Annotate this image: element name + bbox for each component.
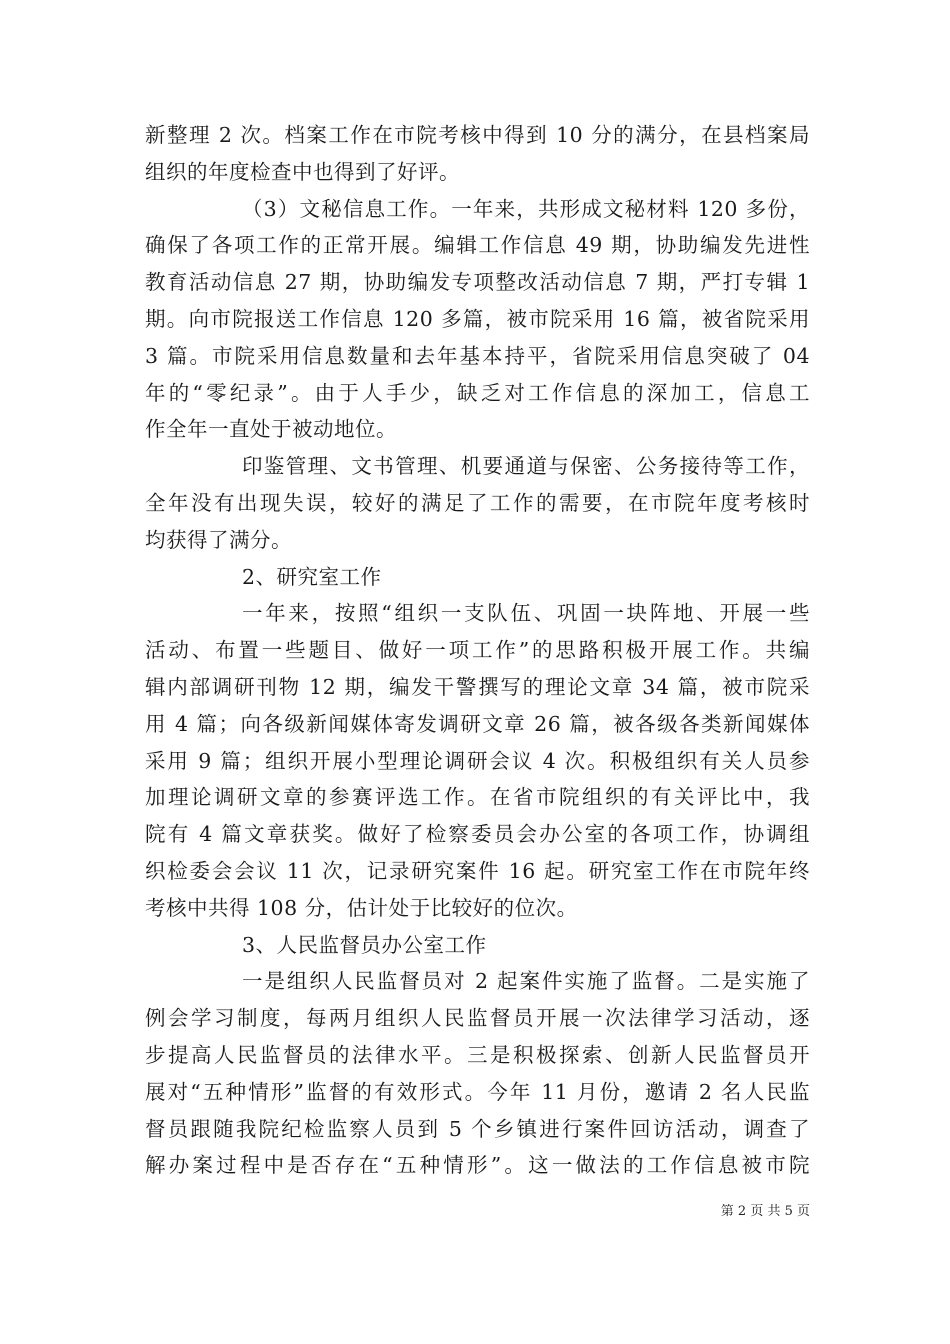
document-body — [145, 117, 810, 1184]
text-line: 期。向市院报送工作信息 120 多篇，被市院采用 16 篇，被省院采用 — [145, 306, 810, 331]
text-line: 采用 9 篇；组织开展小型理论调研会议 4 次。积极组织有关人员参 — [145, 748, 810, 773]
text-line: 教育活动信息 27 期，协助编发专项整改活动信息 7 期，严打专辑 1 — [145, 270, 810, 295]
text-line: 印鉴管理、文书管理、机要通道与保密、公务接待等工作， — [242, 454, 810, 479]
text-line: 年的“零纪录”。由于人手少，缺乏对工作信息的深加工，信息工 — [145, 380, 810, 405]
text-line: 3、人民监督员办公室工作 — [242, 932, 487, 957]
text-line: 步提高人民监督员的法律水平。三是积极探索、创新人民监督员开 — [145, 1042, 810, 1067]
text-line: 3 篇。市院采用信息数量和去年基本持平，省院采用信息突破了 04 — [145, 343, 810, 368]
text-line: 加理论调研文章的参赛评选工作。在省市院组织的有关评比中，我 — [145, 785, 810, 810]
text-line: 例会学习制度，每两月组织人民监督员开展一次法律学习活动，逐 — [145, 1006, 810, 1031]
text-line: 全年没有出现失误，较好的满足了工作的需要，在市院年度考核时 — [145, 490, 810, 515]
text-line: 均获得了满分。 — [145, 527, 292, 552]
text-line: （3）文秘信息工作。一年来，共形成文秘材料 120 多份， — [242, 196, 810, 221]
text-line: 院有 4 篇文章获奖。做好了检察委员会办公室的各项工作，协调组 — [145, 822, 810, 847]
page-number: 第 2 页 共 5 页 — [720, 1204, 810, 1219]
text-line: 织检委会会议 11 次，记录研究案件 16 起。研究室工作在市院年终 — [145, 858, 810, 883]
text-line: 活动、布置一些题目、做好一项工作”的思路积极开展工作。共编 — [145, 638, 810, 663]
text-line: 一是组织人民监督员对 2 起案件实施了监督。二是实施了 — [242, 969, 810, 994]
text-line: 考核中共得 108 分，估计处于比较好的位次。 — [145, 895, 578, 920]
text-line: 展对“五种情形”监督的有效形式。今年 11 月份，邀请 2 名人民监 — [145, 1079, 810, 1104]
text-line: 2、研究室工作 — [242, 564, 382, 589]
text-line: 用 4 篇；向各级新闻媒体寄发调研文章 26 篇，被各级各类新闻媒体 — [145, 711, 810, 736]
text-line: 新整理 2 次。档案工作在市院考核中得到 10 分的满分，在县档案局 — [145, 123, 810, 147]
text-line: 解办案过程中是否存在“五种情形”。这一做法的工作信息被市院 — [145, 1153, 810, 1178]
text-line: 一年来，按照“组织一支队伍、巩固一块阵地、开展一些 — [242, 601, 810, 626]
text-line: 辑内部调研刊物 12 期，编发干警撰写的理论文章 34 篇，被市院采 — [145, 674, 810, 699]
text-line: 督员跟随我院纪检监察人员到 5 个乡镇进行案件回访活动，调查了 — [145, 1116, 810, 1141]
text-line: 组织的年度检查中也得到了好评。 — [145, 159, 460, 184]
text-line: 作全年一直处于被动地位。 — [145, 417, 397, 442]
text-line: 确保了各项工作的正常开展。编辑工作信息 49 期，协助编发先进性 — [145, 233, 810, 258]
